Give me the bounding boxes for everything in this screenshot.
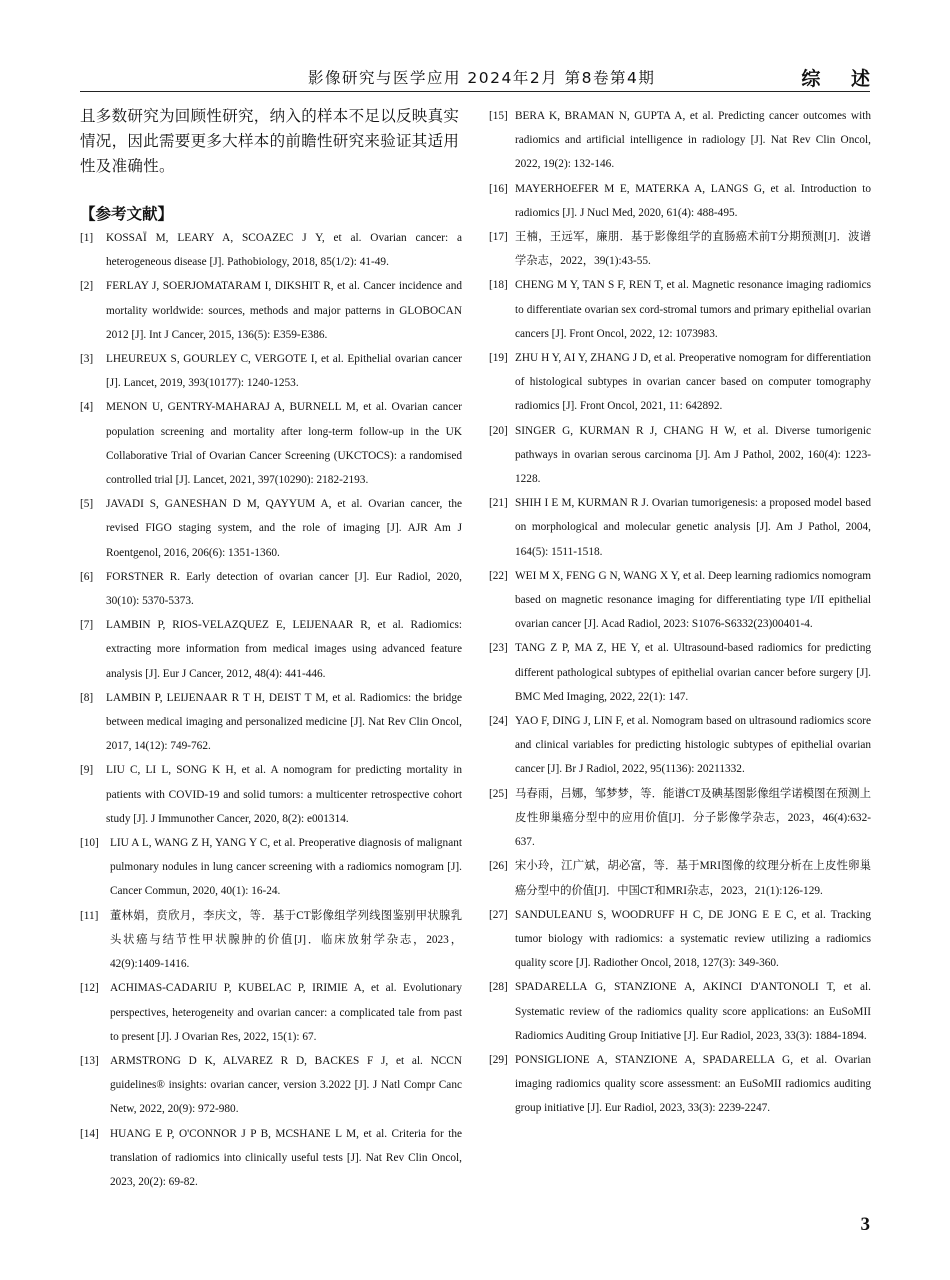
reference-item [80,395,462,492]
reference-item [80,226,462,274]
reference-item [80,758,462,831]
reference-text: LIU C, LI L, SONG K H, et al. A nomogram for predicting mortality in patients with COVID-19 and solid tumors: a multicenter retrospective cohort study [J]. J Immunother Cancer, 2020, 8(2): e001314. [106,764,462,825]
reference-number: [3] [80,353,94,366]
page-number: 3 [860,1214,870,1235]
reference-number: [13] [80,1054,99,1067]
reference-item [489,903,871,976]
reference-text: KOSSAÏ M, LEARY A, SCOAZEC J Y, et al. Ovarian cancer: a heterogeneous disease [J]. Pathobiology, 2018, 85(1/2): 41-49. [106,232,462,269]
reference-text: CHENG M Y, TAN S F, REN T, et al. Magnetic resonance imaging radiomics to differentiate ovarian sex cord-stromal tumors and primary epithelial ovarian cancers [J]. Front Oncol, 2022, 12: 1073983. [515,279,871,340]
reference-number: [2] [80,280,94,293]
reference-text: WEI M X, FENG G N, WANG X Y, et al. Deep learning radiomics nomogram based on magnetic resonance imaging for differentiating type I/II epithelial ovarian cancer [J]. Acad Radiol, 2023: S1076-S6332(23)00401-4. [515,569,871,631]
reference-text: LAMBIN P, RIOS-VELAZQUEZ E, LEIJENAAR R, et al. Radiomics: extracting more information from medical images using advanced feature analysis [J]. Eur J Cancer, 2012, 48(4): 441-446. [106,619,462,680]
reference-number: [23] [489,642,508,655]
reference-item [489,177,871,225]
reference-item [80,686,462,759]
reference-list-left [80,226,462,1194]
reference-item [489,1048,871,1121]
reference-number: [5] [80,498,94,511]
reference-number: [9] [80,764,94,777]
reference-text: SINGER G, KURMAN R J, CHANG H W, et al. Diverse tumorigenic pathways in ovarian serous carcinoma [J]. Am J Pathol, 2002, 160(4): 1223-1228. [515,424,871,486]
reference-number: [14] [80,1127,99,1140]
reference-item [80,274,462,347]
reference-item [80,976,462,1049]
reference-text: FORSTNER R. Early detection of ovarian cancer [J]. Eur Radiol, 2020, 30(10): 5370-5373. [106,570,462,608]
reference-text: 董林娟，贲欣月，李庆文，等．基于CT影像组学列线图鉴别甲状腺乳头状癌与结节性甲状腺肿的价值[J]．临床放射学杂志，2023，42(9):1409-1416. [110,909,462,971]
reference-number: [29] [489,1053,508,1066]
reference-item [80,904,462,977]
reference-item [80,565,462,613]
reference-text: LIU A L, WANG Z H, YANG Y C, et al. Preoperative diagnosis of malignant pulmonary nodules in lung cancer screening with a radiomics nomogram [J]. Cancer Commun, 2020, 40(1): 16-24. [110,837,462,898]
reference-item [489,636,871,709]
reference-item [80,831,462,904]
reference-number: [20] [489,424,508,437]
right-column [489,104,871,1121]
reference-list-right [489,104,871,1121]
reference-text: HUANG E P, O'CONNOR J P B, MCSHANE L M, et al. Criteria for the translation of radiomics into clinically useful tests [J]. Nat Rev Clin Oncol, 2023, 20(2): 69-82. [110,1127,462,1188]
reference-item [489,491,871,564]
reference-text: LHEUREUX S, GOURLEY C, VERGOTE I, et al. Epithelial ovarian cancer [J]. Lancet, 2019, 393(10177): 1240-1253. [106,353,462,390]
reference-text: SPADARELLA G, STANZIONE A, AKINCI D'ANTONOLI T, et al. Systematic review of the radiomics quality score applications: an EuSoMII Radiomics Auditing Group Initiative [J]. Eur Radiol, 2023, 33(3): 1884-1894. [515,981,871,1042]
reference-item [80,1122,462,1195]
reference-item [489,225,871,273]
reference-text: 马春雨，吕娜，邹梦梦，等．能谱CT及碘基图影像组学诺模图在预测上皮性卵巢癌分型中的应用价值[J]．分子影像学杂志，2023，46(4):632-637. [515,787,871,849]
reference-text: SHIH I E M, KURMAN R J. Ovarian tumorigenesis: a proposed model based on morphological and molecular genetic analysis [J]. Am J Pathol, 2004, 164(5): 1511-1518. [515,497,871,558]
reference-text: YAO F, DING J, LIN F, et al. Nomogram based on ultrasound radiomics score and clinical variables for predicting histologic subtypes of epithelial ovarian cancer [J]. Br J Radiol, 2022, 95(1136): 20211332. [515,715,871,776]
reference-text: FERLAY J, SOERJOMATARAM I, DIKSHIT R, et al. Cancer incidence and mortality worldwide: sources, methods and major patterns in GLOBOCAN 2012 [J]. Int J Cancer, 2015, 136(5): E359-E386. [106,280,462,341]
reference-text: ACHIMAS-CADARIU P, KUBELAC P, IRIMIE A, et al. Evolutionary perspectives, heterogeneity and ovarian cancer: a complicated tale from past to present [J]. J Ovarian Res, 2022, 15(1): 67. [110,982,462,1043]
left-column [80,104,462,1194]
reference-number: [6] [80,570,94,583]
reference-text: PONSIGLIONE A, STANZIONE A, SPADARELLA G, et al. Ovarian imaging radiomics quality score assessment: an EuSoMII radiomics auditing group initiative [J]. Eur Radiol, 2023, 33(3): 2239-2247. [515,1053,871,1115]
reference-item [489,104,871,177]
reference-text: BERA K, BRAMAN N, GUPTA A, et al. Predicting cancer outcomes with radiomics and artificial intelligence in radiology [J]. Nat Rev Clin Oncol, 2022, 19(2): 132-146. [515,110,871,171]
reference-number: [1] [80,232,94,244]
reference-item [489,709,871,782]
journal-info: 影像研究与医学应用 2024年2月 第8卷第4期 [308,69,656,87]
reference-item [489,975,871,1048]
reference-text: SANDULEANU S, WOODRUFF H C, DE JONG E E C, et al. Tracking tumor biology with radiomics: a systematic review utilizing a radiomics quality score [J]. Radiother Oncol, 2018, 127(3): 349-360. [515,908,871,970]
reference-item [489,419,871,492]
header-rule [80,91,870,92]
reference-number: [16] [489,182,508,195]
reference-item [489,782,871,855]
reference-item [489,564,871,637]
reference-number: [21] [489,497,508,510]
reference-number: [17] [489,231,508,244]
reference-number: [27] [489,908,508,921]
reference-number: [11] [80,909,99,922]
reference-text: ZHU H Y, AI Y, ZHANG J D, et al. Preoperative nomogram for differentiation of histological subtypes in ovarian cancer based on computer tomography radiomics [J]. Front Oncol, 2021, 11: 642892. [515,352,871,413]
reference-item [80,613,462,686]
reference-number: [7] [80,619,94,632]
reference-item [489,854,871,902]
reference-number: [8] [80,691,94,704]
reference-text: TANG Z P, MA Z, HE Y, et al. Ultrasound-based radiomics for predicting different pathological subtypes of epithelial ovarian cancer before surgery [J]. BMC Med Imaging, 2022, 22(1): 147. [515,642,871,703]
reference-number: [4] [80,401,94,414]
reference-text: LAMBIN P, LEIJENAAR R T H, DEIST T M, et al. Radiomics: the bridge between medical imaging and personalized medicine [J]. Nat Rev Clin Oncol, 2017, 14(12): 749-762. [106,691,462,753]
page-header [80,60,882,92]
reference-number: [15] [489,110,508,122]
reference-item [489,346,871,419]
reference-text: MAYERHOEFER M E, MATERKA A, LANGS G, et al. Introduction to radiomics [J]. J Nucl Med, 2020, 61(4): 488-495. [515,182,871,219]
references-heading: 【参考文献】 [80,205,174,223]
reference-number: [19] [489,352,508,365]
reference-number: [24] [489,715,508,728]
reference-number: [18] [489,279,508,292]
reference-number: [22] [489,569,508,582]
reference-number: [10] [80,837,99,850]
reference-number: [12] [80,982,99,995]
reference-item [80,347,462,395]
reference-text: 宋小玲，江广斌，胡必富，等．基于MRI图像的纹理分析在上皮性卵巢癌分型中的价值[J]．中国CT和MRI杂志，2023，21(1):126-129. [515,860,871,897]
reference-item [489,273,871,346]
section-label: 综 述 [801,68,882,90]
reference-text: JAVADI S, GANESHAN D M, QAYYUM A, et al. Ovarian cancer, the revised FIGO staging system, and the role of imaging [J]. AJR Am J Roentgenol, 2016, 206(6): 1351-1360. [106,498,462,559]
reference-item [80,492,462,565]
reference-number: [26] [489,860,508,873]
reference-text: 王楠，王远军，廉朋．基于影像组学的直肠癌术前T分期预测[J]．波谱学杂志，2022，39(1):43-55. [515,231,871,268]
intro-paragraph: 且多数研究为回顾性研究，纳入的样本不足以反映真实情况，因此需要更多大样本的前瞻性研究来验证其适用性及准确性。 [80,107,460,175]
reference-text: MENON U, GENTRY-MAHARAJ A, BURNELL M, et al. Ovarian cancer population screening and mortality after long-term follow-up in the UK Collaborative Trial of Ovarian Cancer Screening (UKCTOCS): a randomised controlled trial [J]. Lancet, 2021, 397(10290): 2182-2193. [106,401,462,487]
reference-number: [25] [489,787,508,800]
reference-number: [28] [489,981,508,994]
reference-item [80,1049,462,1122]
reference-text: ARMSTRONG D K, ALVAREZ R D, BACKES F J, et al. NCCN guidelines® insights: ovarian cancer, version 3.2022 [J]. J Natl Compr Canc Netw, 2022, 20(9): 972-980. [110,1054,462,1116]
